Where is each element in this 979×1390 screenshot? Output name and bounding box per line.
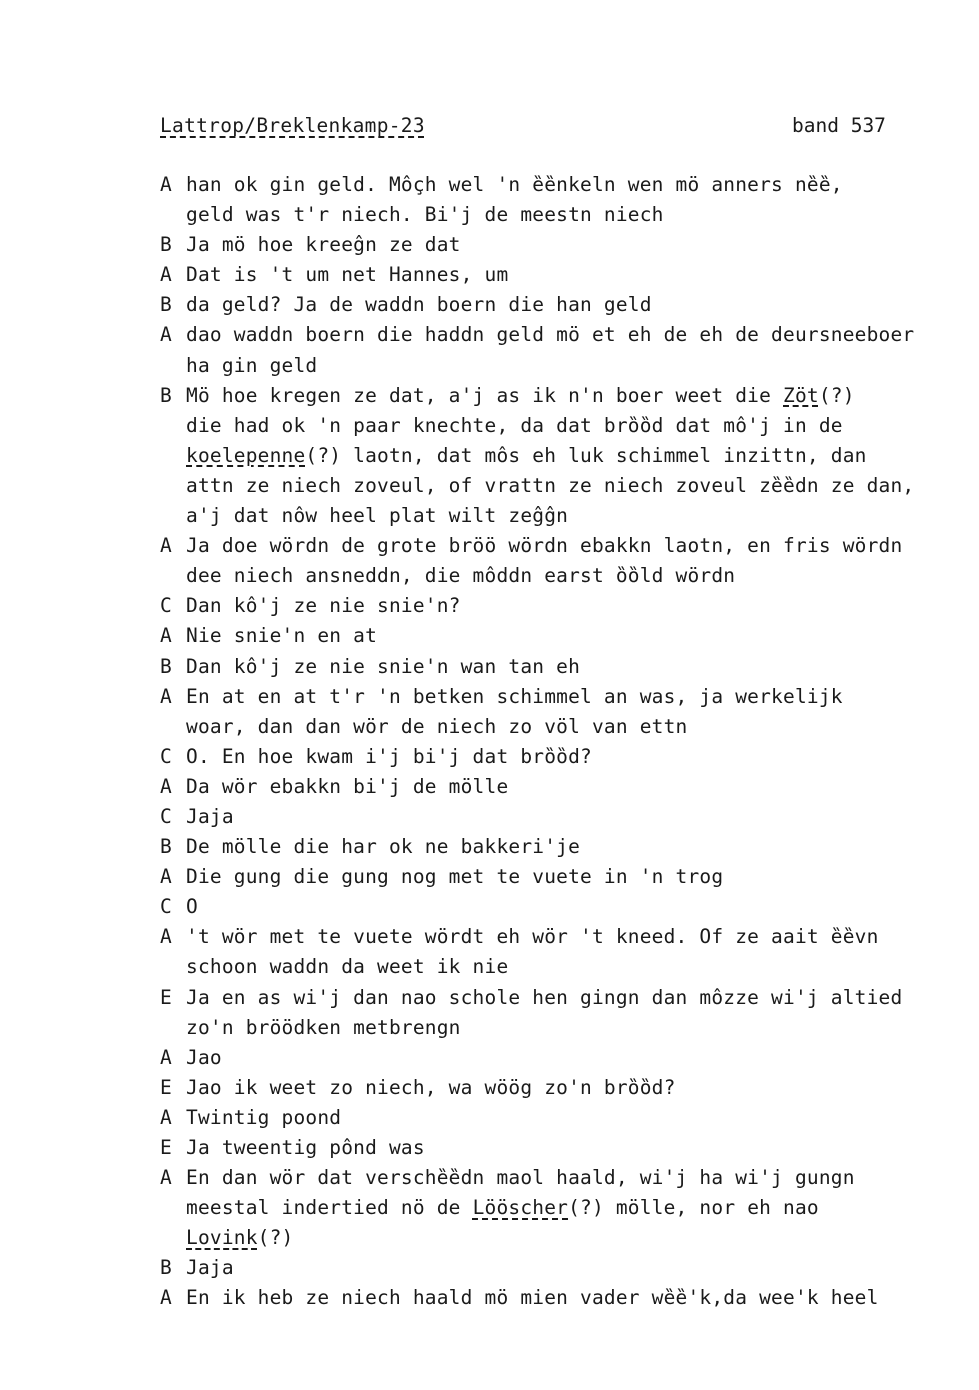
transcript-line [160, 652, 950, 682]
speaker-label: A [160, 534, 172, 558]
transcript-line [160, 1163, 950, 1193]
speaker-label: B [160, 1256, 172, 1280]
transcript-line [160, 621, 950, 651]
utterance-text: schoon waddn da weet ik nie [186, 955, 509, 979]
utterance-text-tail: (?) [818, 383, 855, 407]
speaker-label: B [160, 233, 172, 257]
transcript-line [160, 1223, 950, 1253]
uncertain-word: Zöt [783, 383, 819, 407]
transcript-line [160, 1103, 950, 1133]
uncertain-word: Lovink [186, 1226, 258, 1250]
transcript-line [160, 200, 950, 230]
speaker-label: E [160, 1075, 172, 1099]
transcript-line [160, 1193, 950, 1223]
uncertain-word: Lööscher [472, 1196, 569, 1220]
speaker-label: C [160, 594, 172, 618]
utterance-text: Ja doe wördn de grote bröö wördn ebakkn laotn, en fris wördn [186, 534, 903, 558]
transcript-line [160, 230, 950, 260]
transcript-line [160, 501, 950, 531]
speaker-label: A [160, 865, 172, 889]
speaker-label: B [160, 835, 172, 859]
utterance-text: En ik heb ze niech haald mö mien vader wȅȅ'k,da wee'k heel [186, 1286, 879, 1310]
speaker-label: A [160, 1286, 172, 1310]
transcript-line [160, 531, 950, 561]
transcript-line [160, 983, 950, 1013]
utterance-text-tail: (?) mölle, nor eh nao [568, 1196, 819, 1220]
utterance-text: Da wör ebakkn bi'j de mölle [186, 774, 509, 798]
speaker-label: E [160, 1136, 172, 1159]
uncertain-word: koelepenne [186, 443, 306, 467]
utterance-text: meestal indertied nö de [186, 1196, 473, 1220]
speaker-label: B [160, 293, 172, 317]
speaker-label: A [160, 774, 172, 798]
transcript-line [160, 351, 950, 381]
utterance-text: zo'n bröödken metbrengn [186, 1015, 461, 1039]
transcript-line [160, 260, 950, 290]
transcript-line [160, 441, 950, 471]
utterance-text: Nie snie'n en at [186, 624, 378, 648]
utterance-text: Mö hoe kregen ze dat, a'j as ik n'n boer weet die [186, 383, 783, 407]
speaker-label: A [160, 684, 172, 708]
transcript-line [160, 471, 950, 501]
transcript-line [160, 591, 950, 621]
transcript-line [160, 320, 950, 350]
transcript-line [160, 952, 950, 982]
transcript-line [160, 1073, 950, 1103]
utterance-text: Ja en as wi'j dan nao schole hen gingn dan môzze wi'j altied [186, 985, 903, 1009]
transcript-line [160, 1043, 950, 1073]
utterance-text: De mölle die har ok ne bakkeri'je [186, 835, 581, 859]
document-title: Lattrop/Breklenkamp-23 [160, 114, 425, 137]
transcript-line [160, 862, 950, 892]
utterance-text: Jao [186, 1045, 222, 1069]
utterance-text: Ja mö hoe kreeĝn ze dat [186, 233, 461, 257]
transcript-line [160, 892, 950, 922]
utterance-text: En dan wör dat verschȅȅdn maol haald, wi'j ha wi'j gungn [186, 1166, 855, 1190]
utterance-text: Dan kô'j ze nie snie'n wan tan eh [186, 654, 581, 678]
utterance-text-tail: (?) laotn, dat môs eh luk schimmel inzittn, dan [305, 443, 867, 467]
transcript-line [160, 381, 950, 411]
utterance-text: attn ze niech zoveul, of vrattn ze niech zoveul zȅȅdn ze dan, [186, 473, 915, 497]
utterance-text: ha gin geld [186, 353, 318, 377]
speaker-label: C [160, 895, 172, 919]
transcript-line [160, 1013, 950, 1043]
utterance-text: han ok gin geld. Môçh wel 'n ȅȅnkeln wen mö anners nȅȅ, [186, 173, 843, 196]
transcript-line [160, 411, 950, 441]
transcript-line [160, 742, 950, 772]
utterance-text: dao waddn boern die haddn geld mö et eh de eh de deursneeboer [186, 323, 915, 347]
utterance-text: dee niech ansneddn, die môddn earst ȍȍld wördn [186, 564, 736, 588]
speaker-label: A [160, 323, 172, 347]
utterance-text: Die gung die gung nog met te vuete in 'n trog [186, 865, 724, 889]
transcript-line [160, 922, 950, 952]
utterance-text: woar, dan dan wör de niech zo völ van ettn [186, 714, 688, 738]
speaker-label: B [160, 383, 172, 407]
transcript-line [160, 1253, 950, 1283]
utterance-text-tail: (?) [257, 1226, 294, 1250]
transcript-line [160, 832, 950, 862]
utterance-text: a'j dat nôw heel plat wilt zeĝĝn [186, 504, 569, 528]
speaker-label: B [160, 654, 172, 678]
utterance-text: geld was t'r niech. Bi'j de meestn niech [186, 203, 664, 227]
speaker-label: A [160, 173, 172, 196]
speaker-label: C [160, 744, 172, 768]
speaker-label: C [160, 804, 172, 828]
utterance-text: 't wör met te vuete wördt eh wör 't kneed. Of ze aait ȅȅvn [186, 925, 879, 949]
transcript-line [160, 170, 950, 200]
transcript-line [160, 290, 950, 320]
transcript-line [160, 802, 950, 832]
utterance-text: O. En hoe kwam i'j bi'j dat brȍȍd? [186, 744, 592, 768]
speaker-label: A [160, 263, 172, 287]
utterance-text: Jao ik weet zo niech, wa wöög zo'n brȍȍd? [186, 1075, 676, 1099]
utterance-text: Jaja [186, 804, 234, 828]
speaker-label: A [160, 1105, 172, 1129]
transcript-line [160, 1133, 950, 1163]
transcript-line [160, 682, 950, 712]
utterance-text: Twintig poond [186, 1105, 342, 1129]
speaker-label: A [160, 1166, 172, 1190]
utterance-text: Jaja [186, 1256, 234, 1280]
utterance-text: Dan kô'j ze nie snie'n? [186, 594, 461, 618]
transcript-line [160, 1283, 950, 1313]
transcript-body [160, 170, 950, 1314]
utterance-text: En at en at t'r 'n betken schimmel an was, ja werkelijk [186, 684, 843, 708]
speaker-label: E [160, 985, 172, 1009]
speaker-label: A [160, 1045, 172, 1069]
utterance-text: Dat is 't um net Hannes, um [186, 263, 509, 287]
utterance-text: Ja tweentig pônd was [186, 1136, 425, 1159]
speaker-label: A [160, 925, 172, 949]
transcript-line [160, 561, 950, 591]
transcript-line [160, 712, 950, 742]
utterance-text: da geld? Ja de waddn boern die han geld [186, 293, 652, 317]
utterance-text: O [186, 895, 198, 919]
transcript-line [160, 772, 950, 802]
speaker-label: A [160, 624, 172, 648]
band-number: band 537 [792, 114, 886, 137]
utterance-text: die had ok 'n paar knechte, da dat brȍȍd dat mô'j in de [186, 413, 843, 437]
